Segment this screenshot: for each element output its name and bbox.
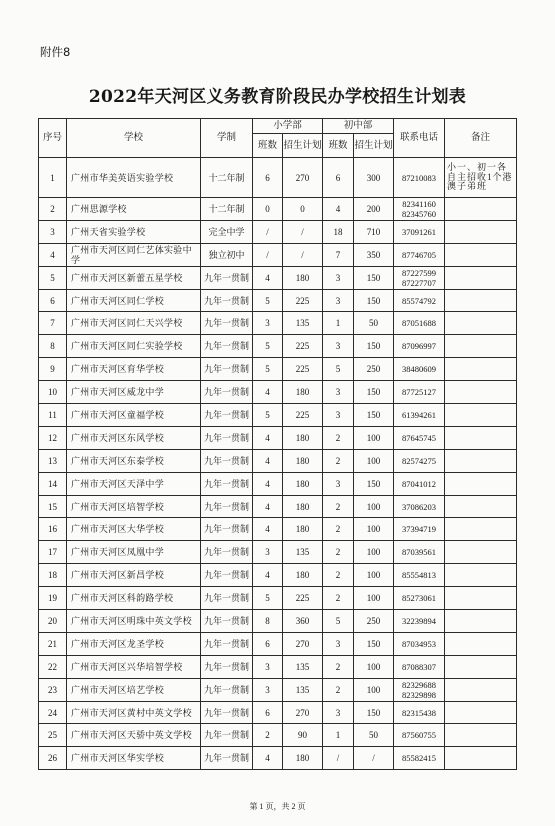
- primary-enroll-plan-cell: 180: [283, 495, 323, 518]
- table-row: [39, 541, 517, 564]
- primary-enroll-plan-cell: 225: [283, 335, 323, 358]
- table-row: [39, 655, 517, 678]
- junior-enroll-plan-cell: 150: [354, 701, 394, 724]
- remarks-cell: [445, 678, 517, 701]
- school-system-cell: 十二年制: [201, 158, 253, 198]
- junior-classes-cell: 18: [323, 220, 354, 243]
- table-row: [39, 335, 517, 358]
- primary-enroll-plan-cell: 135: [283, 541, 323, 564]
- contact-phone-cell: 87034953: [394, 632, 445, 655]
- primary-classes-cell: 4: [253, 472, 283, 495]
- junior-classes-cell: 5: [323, 610, 354, 633]
- junior-enroll-plan-cell: 100: [354, 541, 394, 564]
- row-index-cell: 10: [39, 381, 67, 404]
- primary-enroll-plan-cell: 180: [283, 426, 323, 449]
- primary-enroll-plan-cell: 90: [283, 724, 323, 747]
- junior-classes-cell: 2: [323, 655, 354, 678]
- school-system-cell: 九年一贯制: [201, 335, 253, 358]
- school-system-cell: 九年一贯制: [201, 312, 253, 335]
- school-name-cell: 广州市天河区东泰学校: [67, 449, 201, 472]
- primary-enroll-plan-cell: 270: [283, 632, 323, 655]
- row-index-cell: 5: [39, 266, 67, 289]
- junior-classes-cell: 2: [323, 449, 354, 472]
- row-index-cell: 2: [39, 198, 67, 221]
- remarks-cell: [445, 587, 517, 610]
- table-row: [39, 701, 517, 724]
- school-system-cell: 九年一贯制: [201, 541, 253, 564]
- junior-enroll-plan-cell: 150: [354, 289, 394, 312]
- primary-classes-cell: 5: [253, 289, 283, 312]
- table-row: [39, 198, 517, 221]
- school-name-cell: 广州市天河区培智学校: [67, 495, 201, 518]
- contact-phone-cell: 37091261: [394, 220, 445, 243]
- junior-classes-cell: 3: [323, 632, 354, 655]
- junior-classes-cell: 2: [323, 495, 354, 518]
- row-index-cell: 4: [39, 243, 67, 266]
- junior-classes-cell: 5: [323, 358, 354, 381]
- contact-phone-cell: 82315438: [394, 701, 445, 724]
- table-row: [39, 312, 517, 335]
- school-name-cell: 广州市天河区新昌学校: [67, 564, 201, 587]
- primary-enroll-plan-cell: 270: [283, 701, 323, 724]
- row-index-cell: 22: [39, 655, 67, 678]
- document-title: 2022年天河区义务教育阶段民办学校招生计划表: [88, 87, 467, 107]
- remarks-cell: [445, 449, 517, 472]
- row-index-cell: 19: [39, 587, 67, 610]
- school-system-cell: 十二年制: [201, 198, 253, 221]
- school-name-cell: 广州天省实验学校: [67, 220, 201, 243]
- remarks-cell: [445, 541, 517, 564]
- primary-classes-cell: 5: [253, 335, 283, 358]
- row-index-cell: 24: [39, 701, 67, 724]
- remarks-cell: [445, 358, 517, 381]
- primary-classes-cell: 5: [253, 587, 283, 610]
- contact-phone-cell: 87039561: [394, 541, 445, 564]
- table-row: [39, 220, 517, 243]
- row-index-cell: 12: [39, 426, 67, 449]
- school-system-cell: 九年一贯制: [201, 678, 253, 701]
- header-primary-classes: 班数: [253, 134, 283, 158]
- table-row: [39, 266, 517, 289]
- primary-enroll-plan-cell: 180: [283, 747, 323, 770]
- remarks-cell: [445, 564, 517, 587]
- school-system-cell: 九年一贯制: [201, 495, 253, 518]
- remarks-cell: [445, 632, 517, 655]
- primary-enroll-plan-cell: /: [283, 243, 323, 266]
- row-index-cell: 11: [39, 404, 67, 427]
- table-row: [39, 381, 517, 404]
- primary-enroll-plan-cell: 135: [283, 678, 323, 701]
- primary-classes-cell: 4: [253, 266, 283, 289]
- row-index-cell: 7: [39, 312, 67, 335]
- school-name-cell: 广州市天河区新蕾五星学校: [67, 266, 201, 289]
- primary-enroll-plan-cell: 180: [283, 564, 323, 587]
- contact-phone-cell: 87210083: [394, 158, 445, 198]
- page-footer: 第 1 页，共 2 页: [249, 802, 306, 811]
- junior-enroll-plan-cell: 250: [354, 358, 394, 381]
- row-index-cell: 17: [39, 541, 67, 564]
- junior-classes-cell: 7: [323, 243, 354, 266]
- table-row: [39, 358, 517, 381]
- primary-classes-cell: 3: [253, 655, 283, 678]
- junior-classes-cell: 2: [323, 518, 354, 541]
- school-system-cell: 九年一贯制: [201, 610, 253, 633]
- school-system-cell: 九年一贯制: [201, 655, 253, 678]
- school-system-cell: 九年一贯制: [201, 632, 253, 655]
- header-primary-group: 小学部: [253, 119, 323, 134]
- contact-phone-cell: 85273061: [394, 587, 445, 610]
- school-name-cell: 广州市天河区大华学校: [67, 518, 201, 541]
- contact-phone-cell: 61394261: [394, 404, 445, 427]
- junior-classes-cell: 3: [323, 701, 354, 724]
- school-name-cell: 广州市天河区育华学校: [67, 358, 201, 381]
- row-index-cell: 9: [39, 358, 67, 381]
- contact-phone-cell: 85574792: [394, 289, 445, 312]
- primary-enroll-plan-cell: 225: [283, 289, 323, 312]
- primary-classes-cell: 5: [253, 404, 283, 427]
- primary-classes-cell: 4: [253, 381, 283, 404]
- junior-enroll-plan-cell: 100: [354, 587, 394, 610]
- junior-classes-cell: 3: [323, 472, 354, 495]
- primary-classes-cell: 4: [253, 495, 283, 518]
- contact-phone-cell: 85582415: [394, 747, 445, 770]
- school-system-cell: 九年一贯制: [201, 381, 253, 404]
- row-index-cell: 13: [39, 449, 67, 472]
- table-row: [39, 678, 517, 701]
- table-row: [39, 724, 517, 747]
- school-name-cell: 广州市天河区黄村中英文学校: [67, 701, 201, 724]
- junior-enroll-plan-cell: 100: [354, 495, 394, 518]
- remarks-cell: [445, 701, 517, 724]
- junior-enroll-plan-cell: 150: [354, 335, 394, 358]
- junior-enroll-plan-cell: 710: [354, 220, 394, 243]
- junior-classes-cell: 4: [323, 198, 354, 221]
- table-body: [39, 158, 517, 770]
- junior-classes-cell: 3: [323, 404, 354, 427]
- contact-phone-cell: 85554813: [394, 564, 445, 587]
- contact-phone-cell: 37394719: [394, 518, 445, 541]
- school-name-cell: 广州市天河区凤凰中学: [67, 541, 201, 564]
- school-system-cell: 九年一贯制: [201, 587, 253, 610]
- table-row: [39, 747, 517, 770]
- primary-enroll-plan-cell: 180: [283, 381, 323, 404]
- school-system-cell: 独立初中: [201, 243, 253, 266]
- remarks-cell: [445, 243, 517, 266]
- junior-enroll-plan-cell: 150: [354, 632, 394, 655]
- row-index-cell: 6: [39, 289, 67, 312]
- school-system-cell: 九年一贯制: [201, 358, 253, 381]
- remarks-cell: 小一、初一各自主招收1个港澳子弟班: [445, 158, 517, 198]
- row-index-cell: 25: [39, 724, 67, 747]
- junior-enroll-plan-cell: 150: [354, 472, 394, 495]
- primary-classes-cell: 6: [253, 701, 283, 724]
- row-index-cell: 16: [39, 518, 67, 541]
- row-index-cell: 18: [39, 564, 67, 587]
- junior-classes-cell: 3: [323, 266, 354, 289]
- header-system: 学制: [201, 119, 253, 158]
- attachment-label: 附件8: [40, 45, 71, 59]
- contact-phone-cell: 32239894: [394, 610, 445, 633]
- junior-enroll-plan-cell: 50: [354, 312, 394, 335]
- table-row: [39, 158, 517, 198]
- header-remarks: 备注: [445, 119, 517, 158]
- junior-classes-cell: 3: [323, 381, 354, 404]
- row-index-cell: 15: [39, 495, 67, 518]
- remarks-cell: [445, 724, 517, 747]
- primary-classes-cell: 3: [253, 541, 283, 564]
- school-name-cell: 广州市天河区同仁天兴学校: [67, 312, 201, 335]
- junior-classes-cell: 1: [323, 724, 354, 747]
- school-name-cell: 广州市天河区东风学校: [67, 426, 201, 449]
- junior-classes-cell: 1: [323, 312, 354, 335]
- remarks-cell: [445, 472, 517, 495]
- school-name-cell: 广州市天河区培艺学校: [67, 678, 201, 701]
- primary-classes-cell: 8: [253, 610, 283, 633]
- junior-enroll-plan-cell: /: [354, 747, 394, 770]
- junior-classes-cell: 2: [323, 587, 354, 610]
- primary-classes-cell: /: [253, 220, 283, 243]
- remarks-cell: [445, 220, 517, 243]
- school-name-cell: 广州市天河区同仁学校: [67, 289, 201, 312]
- table-row: [39, 243, 517, 266]
- school-name-cell: 广州市天河区天泽中学: [67, 472, 201, 495]
- remarks-cell: [445, 266, 517, 289]
- contact-phone-cell: 87560755: [394, 724, 445, 747]
- contact-phone-cell: 87041012: [394, 472, 445, 495]
- primary-enroll-plan-cell: 225: [283, 358, 323, 381]
- primary-enroll-plan-cell: 135: [283, 655, 323, 678]
- row-index-cell: 26: [39, 747, 67, 770]
- primary-classes-cell: 4: [253, 426, 283, 449]
- primary-classes-cell: 4: [253, 564, 283, 587]
- junior-enroll-plan-cell: 150: [354, 381, 394, 404]
- primary-classes-cell: 6: [253, 632, 283, 655]
- primary-classes-cell: 4: [253, 449, 283, 472]
- remarks-cell: [445, 426, 517, 449]
- school-system-cell: 九年一贯制: [201, 289, 253, 312]
- row-index-cell: 23: [39, 678, 67, 701]
- remarks-cell: [445, 198, 517, 221]
- contact-phone-cell: 87096997: [394, 335, 445, 358]
- contact-phone-cell: 87227599 87227707: [394, 266, 445, 289]
- header-junior-group: 初中部: [323, 119, 394, 134]
- header-row-top: [39, 119, 517, 134]
- school-name-cell: 广州市天河区童福学校: [67, 404, 201, 427]
- junior-classes-cell: 2: [323, 678, 354, 701]
- junior-enroll-plan-cell: 100: [354, 426, 394, 449]
- school-name-cell: 广州思源学校: [67, 198, 201, 221]
- school-system-cell: 九年一贯制: [201, 564, 253, 587]
- primary-enroll-plan-cell: 180: [283, 449, 323, 472]
- remarks-cell: [445, 335, 517, 358]
- junior-enroll-plan-cell: 50: [354, 724, 394, 747]
- remarks-cell: [445, 518, 517, 541]
- header-junior-classes: 班数: [323, 134, 354, 158]
- primary-enroll-plan-cell: 180: [283, 472, 323, 495]
- school-system-cell: 九年一贯制: [201, 724, 253, 747]
- header-phone: 联系电话: [394, 119, 445, 158]
- junior-classes-cell: /: [323, 747, 354, 770]
- school-system-cell: 九年一贯制: [201, 701, 253, 724]
- school-system-cell: 九年一贯制: [201, 449, 253, 472]
- table-header: [39, 119, 517, 158]
- table-row: [39, 289, 517, 312]
- school-name-cell: 广州市天河区科韵路学校: [67, 587, 201, 610]
- table-row: [39, 404, 517, 427]
- junior-enroll-plan-cell: 100: [354, 655, 394, 678]
- header-index: 序号: [39, 119, 67, 158]
- primary-enroll-plan-cell: 0: [283, 198, 323, 221]
- junior-enroll-plan-cell: 200: [354, 198, 394, 221]
- header-school: 学校: [67, 119, 201, 158]
- contact-phone-cell: 82574275: [394, 449, 445, 472]
- primary-enroll-plan-cell: 135: [283, 312, 323, 335]
- junior-enroll-plan-cell: 250: [354, 610, 394, 633]
- table-row: [39, 518, 517, 541]
- primary-enroll-plan-cell: 360: [283, 610, 323, 633]
- contact-phone-cell: 87051688: [394, 312, 445, 335]
- junior-enroll-plan-cell: 350: [354, 243, 394, 266]
- junior-enroll-plan-cell: 300: [354, 158, 394, 198]
- contact-phone-cell: 82341160 82345760: [394, 198, 445, 221]
- primary-classes-cell: 5: [253, 358, 283, 381]
- table-row: [39, 564, 517, 587]
- primary-classes-cell: /: [253, 243, 283, 266]
- remarks-cell: [445, 381, 517, 404]
- contact-phone-cell: 82329688 82329898: [394, 678, 445, 701]
- remarks-cell: [445, 495, 517, 518]
- school-name-cell: 广州市天河区同仁艺体实验中学: [67, 243, 201, 266]
- row-index-cell: 8: [39, 335, 67, 358]
- primary-enroll-plan-cell: 225: [283, 587, 323, 610]
- primary-classes-cell: 4: [253, 747, 283, 770]
- school-name-cell: 广州市天河区威龙中学: [67, 381, 201, 404]
- contact-phone-cell: 87645745: [394, 426, 445, 449]
- school-system-cell: 九年一贯制: [201, 426, 253, 449]
- school-name-cell: 广州市天河区华实学校: [67, 747, 201, 770]
- primary-classes-cell: 2: [253, 724, 283, 747]
- school-system-cell: 九年一贯制: [201, 747, 253, 770]
- junior-classes-cell: 3: [323, 335, 354, 358]
- header-primary-plan: 招生计划: [283, 134, 323, 158]
- table-row: [39, 472, 517, 495]
- primary-classes-cell: 3: [253, 678, 283, 701]
- school-name-cell: 广州市天河区同仁实验学校: [67, 335, 201, 358]
- junior-enroll-plan-cell: 100: [354, 564, 394, 587]
- junior-classes-cell: 2: [323, 564, 354, 587]
- row-index-cell: 21: [39, 632, 67, 655]
- remarks-cell: [445, 610, 517, 633]
- school-system-cell: 九年一贯制: [201, 518, 253, 541]
- row-index-cell: 14: [39, 472, 67, 495]
- school-name-cell: 广州市天河区龙圣学校: [67, 632, 201, 655]
- junior-enroll-plan-cell: 150: [354, 404, 394, 427]
- contact-phone-cell: 37086203: [394, 495, 445, 518]
- junior-classes-cell: 3: [323, 289, 354, 312]
- junior-enroll-plan-cell: 150: [354, 266, 394, 289]
- table-row: [39, 610, 517, 633]
- junior-classes-cell: 2: [323, 426, 354, 449]
- primary-enroll-plan-cell: 270: [283, 158, 323, 198]
- contact-phone-cell: 38480609: [394, 358, 445, 381]
- school-name-cell: 广州市华美英语实验学校: [67, 158, 201, 198]
- junior-enroll-plan-cell: 100: [354, 518, 394, 541]
- table-row: [39, 426, 517, 449]
- primary-enroll-plan-cell: 180: [283, 266, 323, 289]
- remarks-cell: [445, 655, 517, 678]
- contact-phone-cell: 87725127: [394, 381, 445, 404]
- junior-classes-cell: 6: [323, 158, 354, 198]
- school-system-cell: 九年一贯制: [201, 472, 253, 495]
- school-system-cell: 九年一贯制: [201, 266, 253, 289]
- remarks-cell: [445, 747, 517, 770]
- primary-enroll-plan-cell: 225: [283, 404, 323, 427]
- primary-classes-cell: 3: [253, 312, 283, 335]
- contact-phone-cell: 87088307: [394, 655, 445, 678]
- remarks-cell: [445, 404, 517, 427]
- row-index-cell: 3: [39, 220, 67, 243]
- remarks-cell: [445, 312, 517, 335]
- primary-classes-cell: 0: [253, 198, 283, 221]
- row-index-cell: 1: [39, 158, 67, 198]
- school-name-cell: 广州市天河区天骄中英文学校: [67, 724, 201, 747]
- contact-phone-cell: 87746705: [394, 243, 445, 266]
- table-row: [39, 495, 517, 518]
- table-row: [39, 449, 517, 472]
- table-row: [39, 587, 517, 610]
- junior-enroll-plan-cell: 100: [354, 678, 394, 701]
- primary-enroll-plan-cell: 180: [283, 518, 323, 541]
- school-name-cell: 广州市天河区兴华培智学校: [67, 655, 201, 678]
- primary-classes-cell: 6: [253, 158, 283, 198]
- enrollment-plan-table: [38, 118, 517, 770]
- table-row: [39, 632, 517, 655]
- junior-enroll-plan-cell: 100: [354, 449, 394, 472]
- junior-classes-cell: 2: [323, 541, 354, 564]
- school-system-cell: 完全中学: [201, 220, 253, 243]
- primary-classes-cell: 4: [253, 518, 283, 541]
- primary-enroll-plan-cell: /: [283, 220, 323, 243]
- header-junior-plan: 招生计划: [354, 134, 394, 158]
- school-name-cell: 广州市天河区明珠中英文学校: [67, 610, 201, 633]
- remarks-cell: [445, 289, 517, 312]
- school-system-cell: 九年一贯制: [201, 404, 253, 427]
- row-index-cell: 20: [39, 610, 67, 633]
